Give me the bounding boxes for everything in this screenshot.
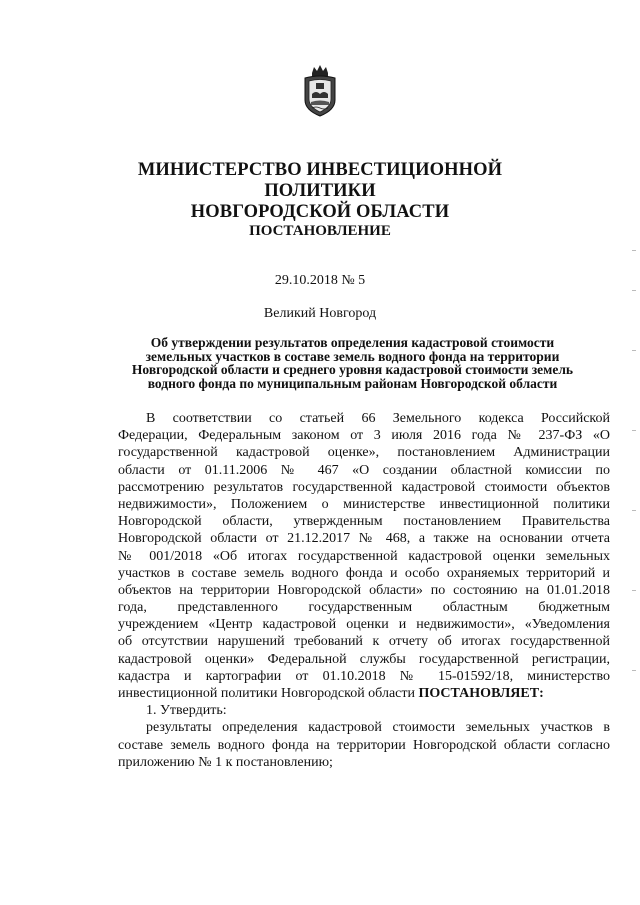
title-line: Об утверждении результатов определения кадастровой стоимости [150, 335, 555, 350]
item-1-text-line: приложению № 1 к постановлению; [118, 754, 333, 770]
document-title [100, 336, 605, 390]
body-line: об отсутствии нарушений требований к отчету об итогах государственной [118, 634, 610, 650]
title-line: водного фонда по муниципальным районам Новгородской области [147, 375, 558, 391]
body-line-decree [118, 685, 610, 702]
body-line: объектов на территории Новгородской области» по состоянию на 01.01.2018 [118, 582, 610, 598]
document-type: ПОСТАНОВЛЕНИЕ [249, 223, 391, 239]
body-line: недвижимости», Положением о министерстве инвестиционной политики [118, 496, 610, 512]
body-line: № 001/2018 «Об итогах государственной кадастровой оценки земельных [118, 548, 610, 564]
body-line: участков в составе земель водного фонда и особо охраняемых территорий и [118, 565, 610, 581]
title-line: земельных участков в составе земель водного фонда на территории [145, 348, 560, 364]
title-line: Новгородской области и среднего уровня кадастровой стоимости земель [131, 362, 574, 377]
decree-prefix: инвестиционной политики Новгородской области [118, 686, 419, 701]
body-line: года, представленного государственным областным бюджетным [118, 600, 610, 616]
body-line: государственной кадастровой оценке», постановлением Администрации [118, 445, 610, 461]
body-line: Федерации, Федеральным законом от 3 июля 2016 года № 237-ФЗ «О [118, 428, 610, 444]
body-line: области от 01.11.2006 № 467 «О создании областной комиссии по [118, 462, 610, 478]
date-and-number: 29.10.2018 № 5 [274, 273, 366, 288]
ministry-name-line2: НОВГОРОДСКОЙ ОБЛАСТИ [190, 202, 450, 222]
novgorod-coat-of-arms-icon [302, 64, 338, 118]
body-line: Новгородской области, утвержденным постановлением Правительства [118, 514, 610, 530]
body-line: Новгородской области от 21.12.2017 № 468, а также на основании отчета [118, 531, 610, 547]
body-line: кадастра и картографии от 01.10.2018 № 15-01592/18, министерство [118, 668, 610, 684]
body-line: рассмотрению результатов государственной кадастровой стоимости объектов [118, 479, 610, 495]
document-body [118, 410, 610, 771]
item-1-text-line: результаты определения кадастровой стоимости земельных участков в [146, 720, 610, 736]
scan-margin-marks [630, 230, 636, 730]
body-line: кадастровой оценки» Федеральной службы государственной регистрации, [118, 651, 610, 667]
body-line: В соответствии со статьей 66 Земельного кодекса Российской [146, 411, 610, 426]
decree-word: ПОСТАНОВЛЯЕТ: [418, 686, 544, 701]
ministry-name [80, 160, 560, 223]
ministry-name-line1: МИНИСТЕРСТВО ИНВЕСТИЦИОННОЙ ПОЛИТИКИ [137, 160, 503, 201]
body-line: учреждением «Центр кадастровой оценки и недвижимости», «Уведомления [118, 617, 610, 633]
item-1-heading: 1. Утвердить: [146, 703, 227, 719]
item-1-text-line: составе земель водного фонда на территории Новгородской области согласно [118, 737, 610, 753]
city: Великий Новгород [263, 306, 377, 321]
